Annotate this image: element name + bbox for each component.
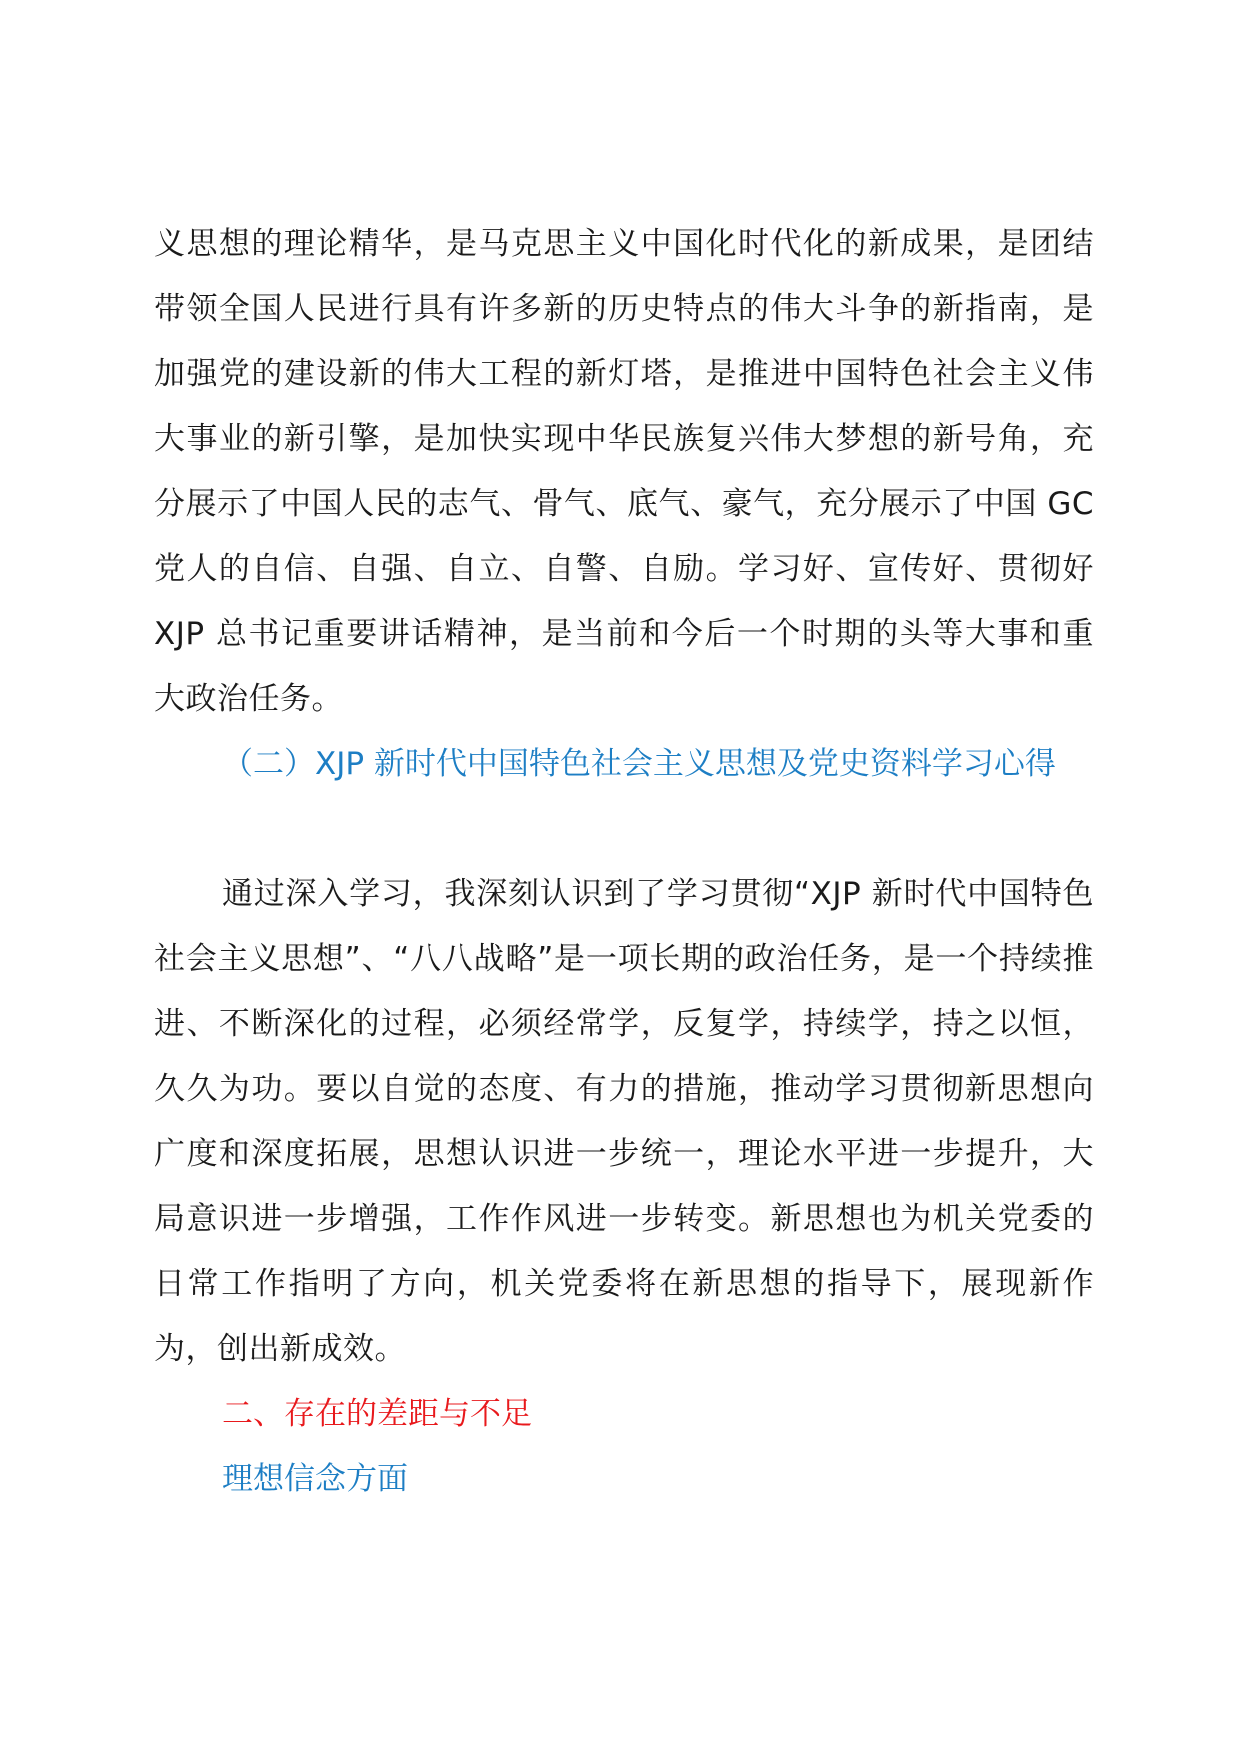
section-title-gaps: 二、存在的差距与不足 — [222, 1396, 532, 1432]
paragraph-2: 通过深入学习，我深刻认识到了学习贯彻“XJP 新时代中国特色社会主义思想”、“八八战略”是一项长期的政治任务，是一个持续推进、不断深化的过程，必须经常学，反复学，持续学，持之以恒，久久为功。要以自觉的态度、有力的措施，推动学习贯彻新思想向广度和深度拓展，思想认识进一步统一，理论水平进一步提升，大局意识进一步增强，工作作风进一步转变。新思想也为机关党委的日常工作指明了方向，机关党委将在新思想的指导下，展现新作为，创出新成效。 — [154, 876, 1094, 1367]
paragraph-1: 义思想的理论精华，是马克思主义中国化时代化的新成果，是团结带领全国人民进行具有许多新的历史特点的伟大斗争的新指南，是加强党的建设新的伟大工程的新灯塔，是推进中国特色社会主义伟大事业的新引擎，是加快实现中华民族复兴伟大梦想的新号角，充分展示了中国人民的志气、骨气、底气、豪气，充分展示了中国 GC 党人的自信、自强、自立、自警、自励。学习好、宣传好、贯彻好 XJP 总书记重要讲话精神，是当前和今后一个时期的头等大事和重大政治任务。 — [154, 226, 1094, 717]
subsection-title-ideals: 理想信念方面 — [222, 1461, 408, 1497]
heading-study-notes: （二）XJP 新时代中国特色社会主义思想及党史资料学习心得 — [222, 746, 1056, 782]
